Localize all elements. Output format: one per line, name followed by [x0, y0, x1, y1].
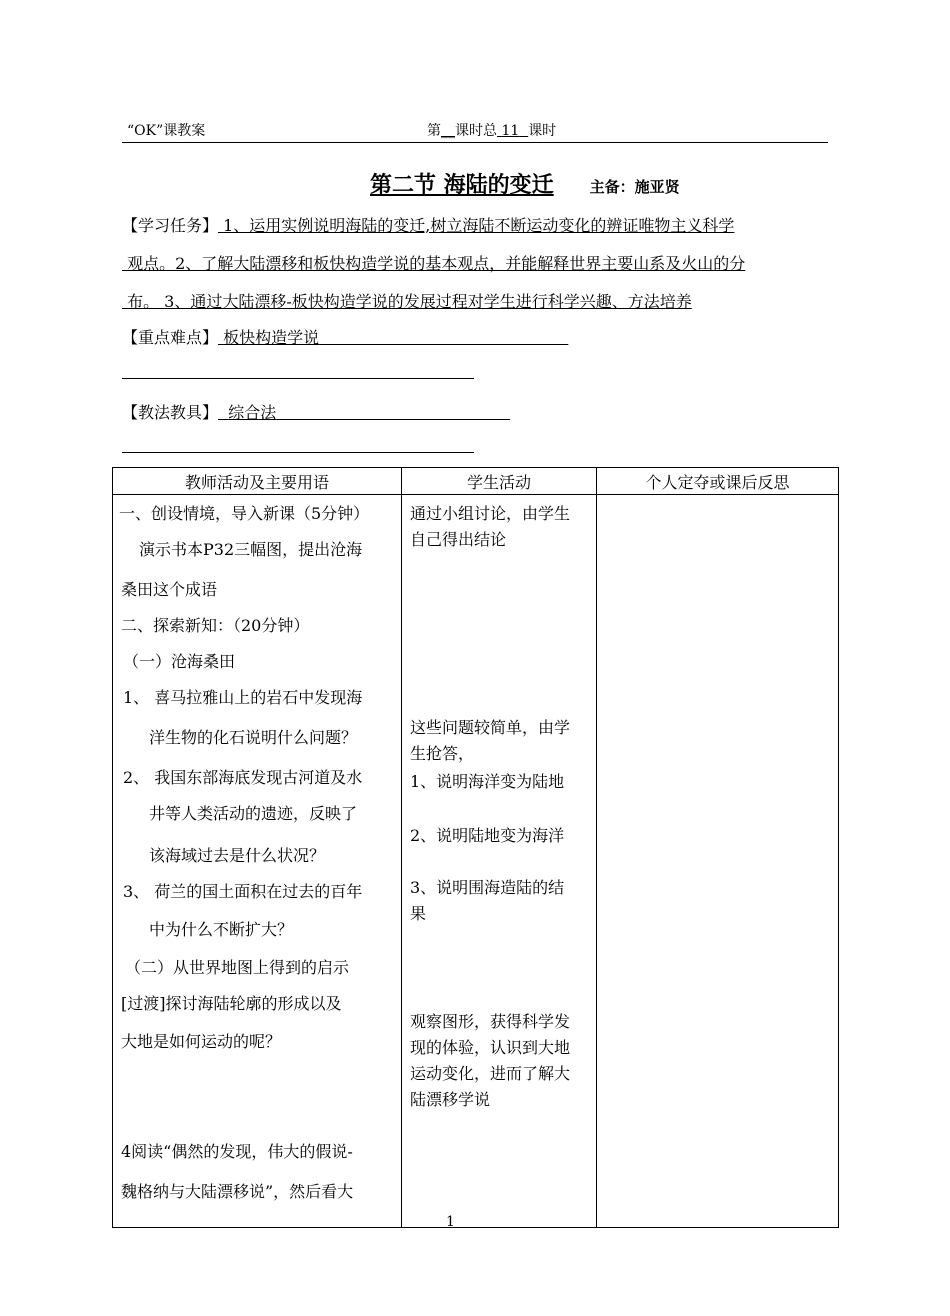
- table-body-row: [113, 495, 839, 1228]
- tasks-text-2-content: 观点。2、了解大陆漂移和板快构造学说的基本观点，并能解释世界主要山系及火山的分: [127, 254, 746, 273]
- key-points-label: 【重点难点】: [122, 328, 219, 347]
- header-blank: __: [441, 123, 455, 139]
- teacher-activity-cell: [113, 495, 402, 1228]
- student-line: 1、说明海洋变为陆地: [410, 772, 565, 791]
- key-points-value: 板快构造学说: [223, 328, 320, 347]
- methods-value: 综合法: [228, 403, 277, 422]
- header-suffix: 课时: [528, 123, 557, 139]
- teacher-line: 演示书本P32三幅图，提出沧海: [139, 540, 363, 559]
- tasks-text-3: [122, 292, 692, 311]
- table-header-row: [113, 468, 839, 495]
- header-total: [497, 123, 528, 139]
- teacher-line: 中为什么不断扩大？: [149, 920, 294, 939]
- student-line: 陆漂移学说: [410, 1090, 491, 1109]
- tasks-label: 【学习任务】: [122, 216, 219, 235]
- header-teacher: 教师活动及主要用语: [113, 468, 402, 495]
- header-student: 学生活动: [402, 468, 597, 495]
- student-line: 3、说明围海造陆的结: [410, 878, 565, 897]
- teacher-line: 1、 喜马拉雅山上的岩石中发现海: [123, 688, 363, 707]
- tasks-line-3: [122, 289, 692, 312]
- page-header: [122, 118, 828, 143]
- tasks-text-2: [122, 254, 745, 273]
- student-line: 运动变化，进而了解大: [410, 1064, 571, 1083]
- student-line: 通过小组讨论，由学生: [410, 504, 571, 523]
- teacher-line: （二）从世界地图上得到的启示: [125, 958, 350, 977]
- tasks-line-1: [122, 213, 734, 236]
- student-line: 生抢答，: [410, 744, 475, 763]
- teacher-line: 4阅读“偶然的发现，伟大的假说-: [121, 1142, 353, 1161]
- teacher-line: 该海域过去是什么状况？: [149, 846, 326, 865]
- methods-row: [122, 400, 510, 423]
- tasks-text-1-content: 1、运用实例说明海陆的变迁,树立海陆不断运动变化的辨证唯物主义科学: [223, 216, 735, 235]
- student-line: 观察图形，获得科学发: [410, 1012, 571, 1031]
- header-reflection: 个人定夺或课后反思: [597, 468, 839, 495]
- teacher-line: 魏格纳与大陆漂移说”，然后看大: [121, 1182, 354, 1201]
- teacher-line: 2、 我国东部海底发现古河道及水: [123, 768, 363, 787]
- teacher-line: （一）沧海桑田: [123, 652, 236, 671]
- student-activity-cell: [402, 495, 597, 1228]
- key-points-value-wrap: [218, 328, 568, 347]
- title-main: 第二节 海陆的变迁: [370, 173, 554, 198]
- teacher-line: 二、探索新知：（20分钟）: [121, 616, 310, 635]
- teacher-line: 桑田这个成语: [121, 580, 218, 599]
- teacher-line: 一、创设情境，导入新课（5分钟）: [119, 504, 370, 523]
- title-author: 主备：施亚贤: [589, 178, 680, 196]
- teacher-line: 3、 荷兰的国土面积在过去的百年: [123, 882, 363, 901]
- tasks-text-3-content: 布。 3、通过大陆漂移-板快构造学说的发展过程对学生进行科学兴趣、方法培养: [127, 292, 692, 311]
- header-center: [427, 120, 556, 140]
- teacher-line: 大地是如何运动的呢？: [121, 1032, 282, 1051]
- lesson-title: [330, 168, 850, 199]
- teacher-line: 井等人类活动的遗迹，反映了: [149, 804, 358, 823]
- lesson-table: [112, 467, 839, 1228]
- header-prefix: 第: [427, 123, 441, 139]
- reflection-cell[interactable]: [597, 495, 839, 1228]
- teacher-line: [过渡]探讨海陆轮廓的形成以及: [121, 994, 342, 1013]
- methods-value-wrap: [218, 403, 510, 422]
- tasks-text-1: [218, 216, 734, 235]
- methods-label: 【教法教具】: [122, 403, 219, 422]
- blank-line-1: [122, 378, 474, 379]
- page-number: 1: [446, 1214, 455, 1230]
- key-points-row: [122, 325, 568, 348]
- teacher-line: 洋生物的化石说明什么问题？: [149, 728, 358, 747]
- header-mid: 课时总: [455, 123, 497, 139]
- header-total-num: 11: [501, 123, 520, 139]
- student-line: 2、说明陆地变为海洋: [410, 826, 565, 845]
- header-left: “OK”课教案: [127, 123, 206, 139]
- tasks-line-2: [122, 251, 745, 274]
- student-line: 果: [410, 904, 427, 923]
- student-line: 自己得出结论: [410, 530, 507, 549]
- blank-line-2: [122, 452, 474, 453]
- student-line: 现的体验，认识到大地: [410, 1038, 571, 1057]
- student-line: 这些问题较简单，由学: [410, 718, 571, 737]
